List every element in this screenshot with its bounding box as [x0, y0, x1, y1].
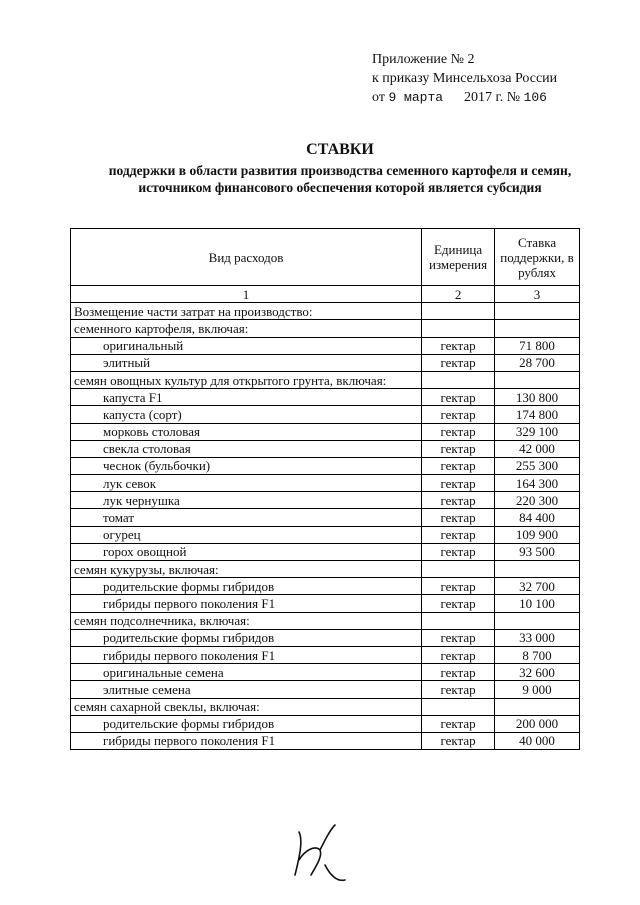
- annex-date-line: [372, 88, 557, 107]
- row-name: родительские формы гибридов: [71, 715, 422, 732]
- table-row: [71, 578, 580, 595]
- section-unit-empty: [422, 561, 495, 578]
- row-rate: 93 500: [495, 543, 580, 560]
- table-row: [71, 543, 580, 560]
- section-row: [71, 320, 580, 337]
- row-unit: гектар: [422, 732, 495, 749]
- row-rate: 32 600: [495, 664, 580, 681]
- row-unit: гектар: [422, 389, 495, 406]
- section-unit-empty: [422, 320, 495, 337]
- row-rate: 28 700: [495, 354, 580, 371]
- header-expense-type: Вид расходов: [71, 229, 422, 286]
- row-unit: гектар: [422, 406, 495, 423]
- row-unit: гектар: [422, 578, 495, 595]
- row-name: свекла столовая: [71, 440, 422, 457]
- row-rate: 255 300: [495, 457, 580, 474]
- annex-number: 106: [523, 90, 547, 105]
- row-rate: 164 300: [495, 475, 580, 492]
- row-name: капуста F1: [71, 389, 422, 406]
- table-row: [71, 354, 580, 371]
- section-unit-empty: [422, 371, 495, 388]
- column-number-2: 2: [422, 286, 495, 303]
- section-title: семян овощных культур для открытого грунта, включая:: [71, 371, 422, 388]
- row-rate: 42 000: [495, 440, 580, 457]
- title-subtitle: поддержки в области развития производства семенного картофеля и семян, источником финансового обеспечения которой является субсидия: [108, 163, 572, 195]
- row-name: оригинальный: [71, 337, 422, 354]
- table-row: [71, 440, 580, 457]
- table-row: [71, 646, 580, 663]
- row-rate: 174 800: [495, 406, 580, 423]
- row-unit: гектар: [422, 354, 495, 371]
- column-number-row: [71, 286, 580, 303]
- document-title: [90, 140, 590, 196]
- row-unit: гектар: [422, 423, 495, 440]
- row-unit: гектар: [422, 440, 495, 457]
- table-row: [71, 732, 580, 749]
- row-name: морковь столовая: [71, 423, 422, 440]
- table-row: [71, 715, 580, 732]
- row-unit: гектар: [422, 509, 495, 526]
- row-unit: гектар: [422, 715, 495, 732]
- row-name: элитный: [71, 354, 422, 371]
- table-header-row: [71, 229, 580, 286]
- section-title: семян подсолнечника, включая:: [71, 612, 422, 629]
- row-name: огурец: [71, 526, 422, 543]
- intro-text: Возмещение части затрат на производство:: [71, 303, 422, 320]
- row-name: оригинальные семена: [71, 664, 422, 681]
- row-unit: гектар: [422, 475, 495, 492]
- section-rate-empty: [495, 612, 580, 629]
- table-row: [71, 595, 580, 612]
- intro-row: [71, 303, 580, 320]
- annex-date-prefix: от: [372, 90, 385, 105]
- section-row: [71, 698, 580, 715]
- table-row: [71, 389, 580, 406]
- annex-year: 2017 г. №: [464, 90, 521, 105]
- signature: [275, 820, 365, 890]
- rates-table: [70, 228, 580, 750]
- section-row: [71, 561, 580, 578]
- section-title: семян кукурузы, включая:: [71, 561, 422, 578]
- table-row: [71, 475, 580, 492]
- row-unit: гектар: [422, 543, 495, 560]
- row-name: родительские формы гибридов: [71, 629, 422, 646]
- table-row: [71, 406, 580, 423]
- row-name: гибриды первого поколения F1: [71, 732, 422, 749]
- row-rate: 200 000: [495, 715, 580, 732]
- row-name: капуста (сорт): [71, 406, 422, 423]
- section-row: [71, 612, 580, 629]
- table-row: [71, 423, 580, 440]
- column-number-1: 1: [71, 286, 422, 303]
- annex-day: 9 марта: [388, 90, 444, 105]
- header-unit: Единица измерения: [422, 229, 495, 286]
- annex-header: [372, 50, 557, 107]
- row-name: лук чернушка: [71, 492, 422, 509]
- row-unit: гектар: [422, 595, 495, 612]
- row-name: элитные семена: [71, 681, 422, 698]
- row-rate: 32 700: [495, 578, 580, 595]
- row-rate: 71 800: [495, 337, 580, 354]
- row-name: горох овощной: [71, 543, 422, 560]
- table-row: [71, 509, 580, 526]
- table-row: [71, 526, 580, 543]
- row-name: лук севок: [71, 475, 422, 492]
- section-rate-empty: [495, 320, 580, 337]
- row-rate: 130 800: [495, 389, 580, 406]
- header-rate: Ставка поддержки, в рублях: [495, 229, 580, 286]
- row-rate: 8 700: [495, 646, 580, 663]
- table-row: [71, 664, 580, 681]
- row-rate: 109 900: [495, 526, 580, 543]
- row-rate: 84 400: [495, 509, 580, 526]
- section-row: [71, 371, 580, 388]
- row-unit: гектар: [422, 526, 495, 543]
- row-rate: 40 000: [495, 732, 580, 749]
- row-unit: гектар: [422, 492, 495, 509]
- table-row: [71, 337, 580, 354]
- row-unit: гектар: [422, 664, 495, 681]
- row-name: гибриды первого поколения F1: [71, 595, 422, 612]
- section-unit-empty: [422, 612, 495, 629]
- column-number-3: 3: [495, 286, 580, 303]
- table-row: [71, 629, 580, 646]
- row-rate: 220 300: [495, 492, 580, 509]
- section-title: семян сахарной свеклы, включая:: [71, 698, 422, 715]
- row-name: родительские формы гибридов: [71, 578, 422, 595]
- table-row: [71, 492, 580, 509]
- row-rate: 33 000: [495, 629, 580, 646]
- row-rate: 9 000: [495, 681, 580, 698]
- row-rate: 329 100: [495, 423, 580, 440]
- row-unit: гектар: [422, 646, 495, 663]
- section-rate-empty: [495, 698, 580, 715]
- table-row: [71, 457, 580, 474]
- row-unit: гектар: [422, 629, 495, 646]
- row-unit: гектар: [422, 337, 495, 354]
- annex-line-2: к приказу Минсельхоза России: [372, 71, 558, 86]
- row-name: гибриды первого поколения F1: [71, 646, 422, 663]
- section-title: семенного картофеля, включая:: [71, 320, 422, 337]
- row-name: чеснок (бульбочки): [71, 457, 422, 474]
- row-rate: 10 100: [495, 595, 580, 612]
- row-unit: гектар: [422, 457, 495, 474]
- section-rate-empty: [495, 371, 580, 388]
- title-main: СТАВКИ: [306, 141, 374, 158]
- section-rate-empty: [495, 561, 580, 578]
- annex-line-1: Приложение № 2: [372, 52, 475, 67]
- table-row: [71, 681, 580, 698]
- row-name: томат: [71, 509, 422, 526]
- row-unit: гектар: [422, 681, 495, 698]
- section-unit-empty: [422, 698, 495, 715]
